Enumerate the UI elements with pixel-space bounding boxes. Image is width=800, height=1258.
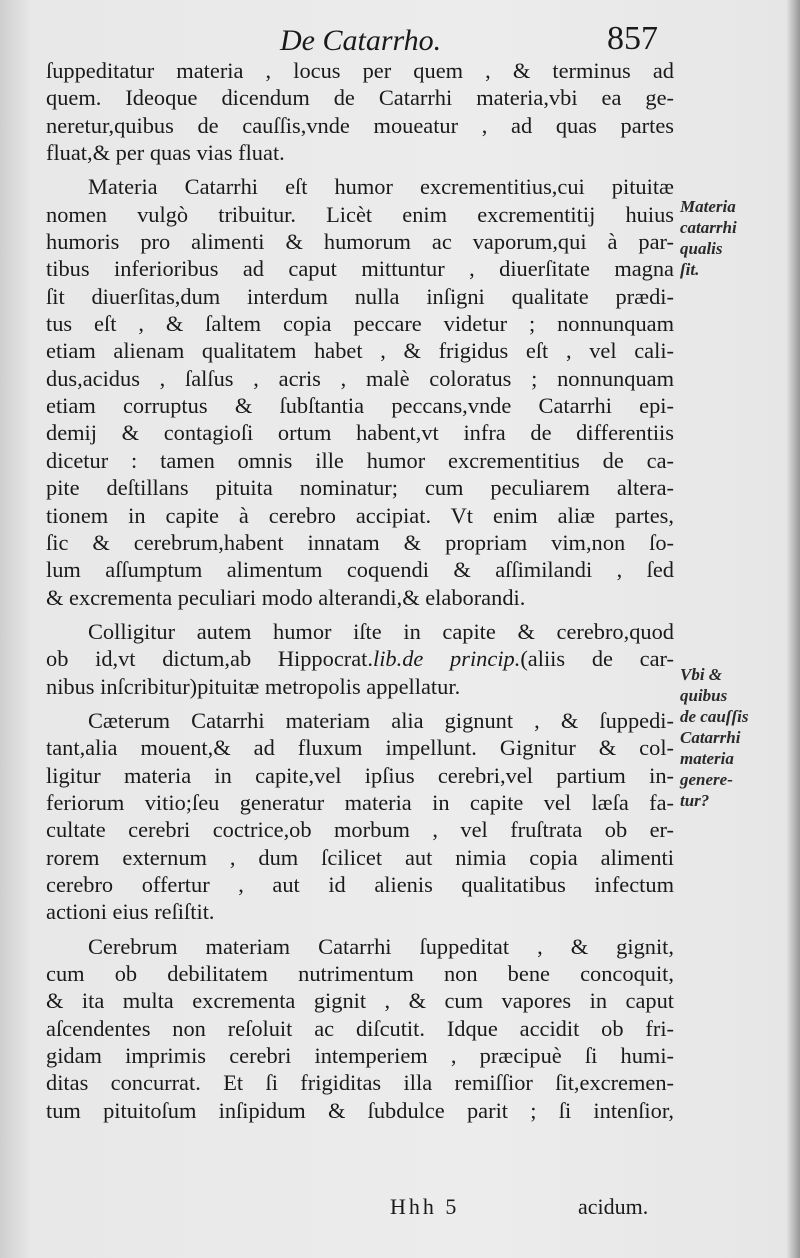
running-head bbox=[280, 20, 680, 60]
text-line: aſcendentes non reſoluit ac diſcutit. Idque accidit ob fri- bbox=[46, 1015, 674, 1041]
marginal-line: ſit. bbox=[680, 260, 700, 279]
text-line: tionem in capite à cerebro accipiat. Vt enim aliæ partes, bbox=[46, 502, 674, 528]
text-line: rorem externum , dum ſcilicet aut nimia copia alimenti bbox=[46, 844, 674, 870]
text-line: Colligitur autem humor iſte in capite & cerebro,quod bbox=[88, 618, 674, 644]
text-line: tant,alia mouent,& ad fluxum impellunt. Gignitur & col- bbox=[46, 735, 674, 761]
text-line: dicetur : tamen omnis ille humor excrementitius de ca- bbox=[46, 447, 674, 473]
marginal-line: Vbi & bbox=[680, 665, 723, 684]
text-line: tum pituitoſum inſipidum & ſubdulce parit ; ſi intenſior, bbox=[46, 1097, 674, 1123]
citation: lib.de princip. bbox=[372, 646, 521, 672]
main-text bbox=[46, 57, 674, 1124]
text-line: demij & contagioſi ortum habent,vt infra de differentiis bbox=[46, 420, 674, 446]
text-line: pite deſtillans pituita nominatur; cum peculiarem altera- bbox=[46, 475, 674, 501]
text-line: fluat,& per quas vias fluat. bbox=[46, 140, 285, 166]
text-line: tus eſt , & ſaltem copia peccare videtur ; nonnunquam bbox=[46, 311, 674, 337]
marginal-line: de cauſſis bbox=[680, 707, 749, 726]
page-number: 857 bbox=[607, 20, 658, 57]
text-line: cerebro offertur , aut id alienis qualitatibus infectum bbox=[46, 871, 674, 897]
text-line: lum aſſumptum alimentum coquendi & aſſimilandi , ſed bbox=[46, 557, 674, 583]
text-line: etiam alienam qualitatem habet , & frigidus eſt , vel cali- bbox=[46, 338, 674, 364]
marginal-note-1 bbox=[680, 196, 790, 280]
text-line: quem. Ideoque dicendum de Catarrhi materia,vbi ea ge- bbox=[46, 85, 674, 111]
text-line: ditas concurrat. Et ſi frigiditas illa remiſſior ſit,excremen- bbox=[46, 1070, 674, 1096]
paragraph-3 bbox=[46, 618, 674, 700]
text-line: Cerebrum materiam Catarrhi ſuppeditat , & gignit, bbox=[88, 933, 674, 959]
page-footer bbox=[0, 1194, 800, 1224]
marginal-line: tur? bbox=[680, 791, 710, 810]
text-line: Cæterum Catarrhi materiam alia gignunt , & ſuppedi- bbox=[88, 707, 674, 733]
text-line: cum ob debilitatem nutrimentum non bene concoquit, bbox=[46, 961, 674, 986]
text-line: ligitur materia in capite,vel ipſius cerebri,vel partium in- bbox=[46, 762, 674, 788]
text-line: cultate cerebri coctrice,ob morbum , vel fruſtrata ob er- bbox=[46, 817, 674, 843]
marginal-line: quibus bbox=[680, 686, 728, 705]
marginal-line: catarrhi bbox=[680, 218, 737, 237]
marginal-line: materia bbox=[680, 749, 734, 768]
text-line: etiam corruptus & ſubſtantia peccans,vnde Catarrhi epi- bbox=[46, 393, 674, 419]
text-line: neretur,quibus de cauſſis,vnde moueatur , ad quas partes bbox=[46, 112, 674, 138]
text-line: feriorum vitio;ſeu generatur materia in capite vel læſa fa- bbox=[46, 789, 674, 815]
paragraph-2 bbox=[46, 173, 674, 611]
paragraph-5 bbox=[46, 933, 674, 1124]
running-title: De Catarrho. bbox=[280, 24, 442, 57]
marginal-line: genere- bbox=[680, 770, 733, 789]
text-line: ſic & cerebrum,habent innatam & propriam vim,non ſo- bbox=[46, 529, 674, 555]
text-line: ſuppeditatur materia , locus per quem , & terminus ad bbox=[46, 58, 674, 83]
text-line: & ita multa excrementa gignit , & cum vapores in caput bbox=[46, 988, 674, 1014]
marginal-line: Materia bbox=[680, 197, 736, 216]
paragraph-1 bbox=[46, 57, 674, 166]
text-line: & excrementa peculiari modo alterandi,& elaborandi. bbox=[46, 584, 526, 610]
catchword: acidum. bbox=[578, 1194, 649, 1219]
text-line: ſit diuerſitas,dum interdum nulla inſigni qualitate prædi- bbox=[46, 283, 674, 309]
text-line: Materia Catarrhi eſt humor excrementitius,cui pituitæ bbox=[88, 174, 674, 200]
text-line: nomen vulgò tribuitur. Licèt enim excrementitij huius bbox=[46, 201, 674, 227]
text-line-with-reference bbox=[46, 645, 674, 672]
text-line: humoris pro alimenti & humorum ac vaporum,qui à par- bbox=[46, 229, 674, 255]
marginal-note-2 bbox=[680, 664, 790, 811]
text-run: (aliis de car- bbox=[520, 646, 674, 672]
text-line: gidam imprimis cerebri intemperiem , præcipuè ſi humi- bbox=[46, 1043, 674, 1069]
signature-mark: Hhh 5 bbox=[390, 1194, 460, 1219]
text-run: ob id,vt dictum,ab Hippocrat. bbox=[46, 646, 373, 672]
marginal-line: qualis bbox=[680, 239, 723, 258]
text-line: nibus inſcribitur)pituitæ metropolis appellatur. bbox=[46, 673, 461, 699]
marginal-line: Catarrhi bbox=[680, 728, 741, 747]
text-line: actioni eius reſiſtit. bbox=[46, 899, 215, 925]
text-line: tibus inferioribus ad caput mittuntur , diuerſitate magna bbox=[46, 256, 674, 282]
paragraph-4 bbox=[46, 707, 674, 926]
text-line: dus,acidus , ſalſus , acris , malè coloratus ; nonnunquam bbox=[46, 365, 674, 391]
page-edge-shadow bbox=[786, 0, 800, 1258]
